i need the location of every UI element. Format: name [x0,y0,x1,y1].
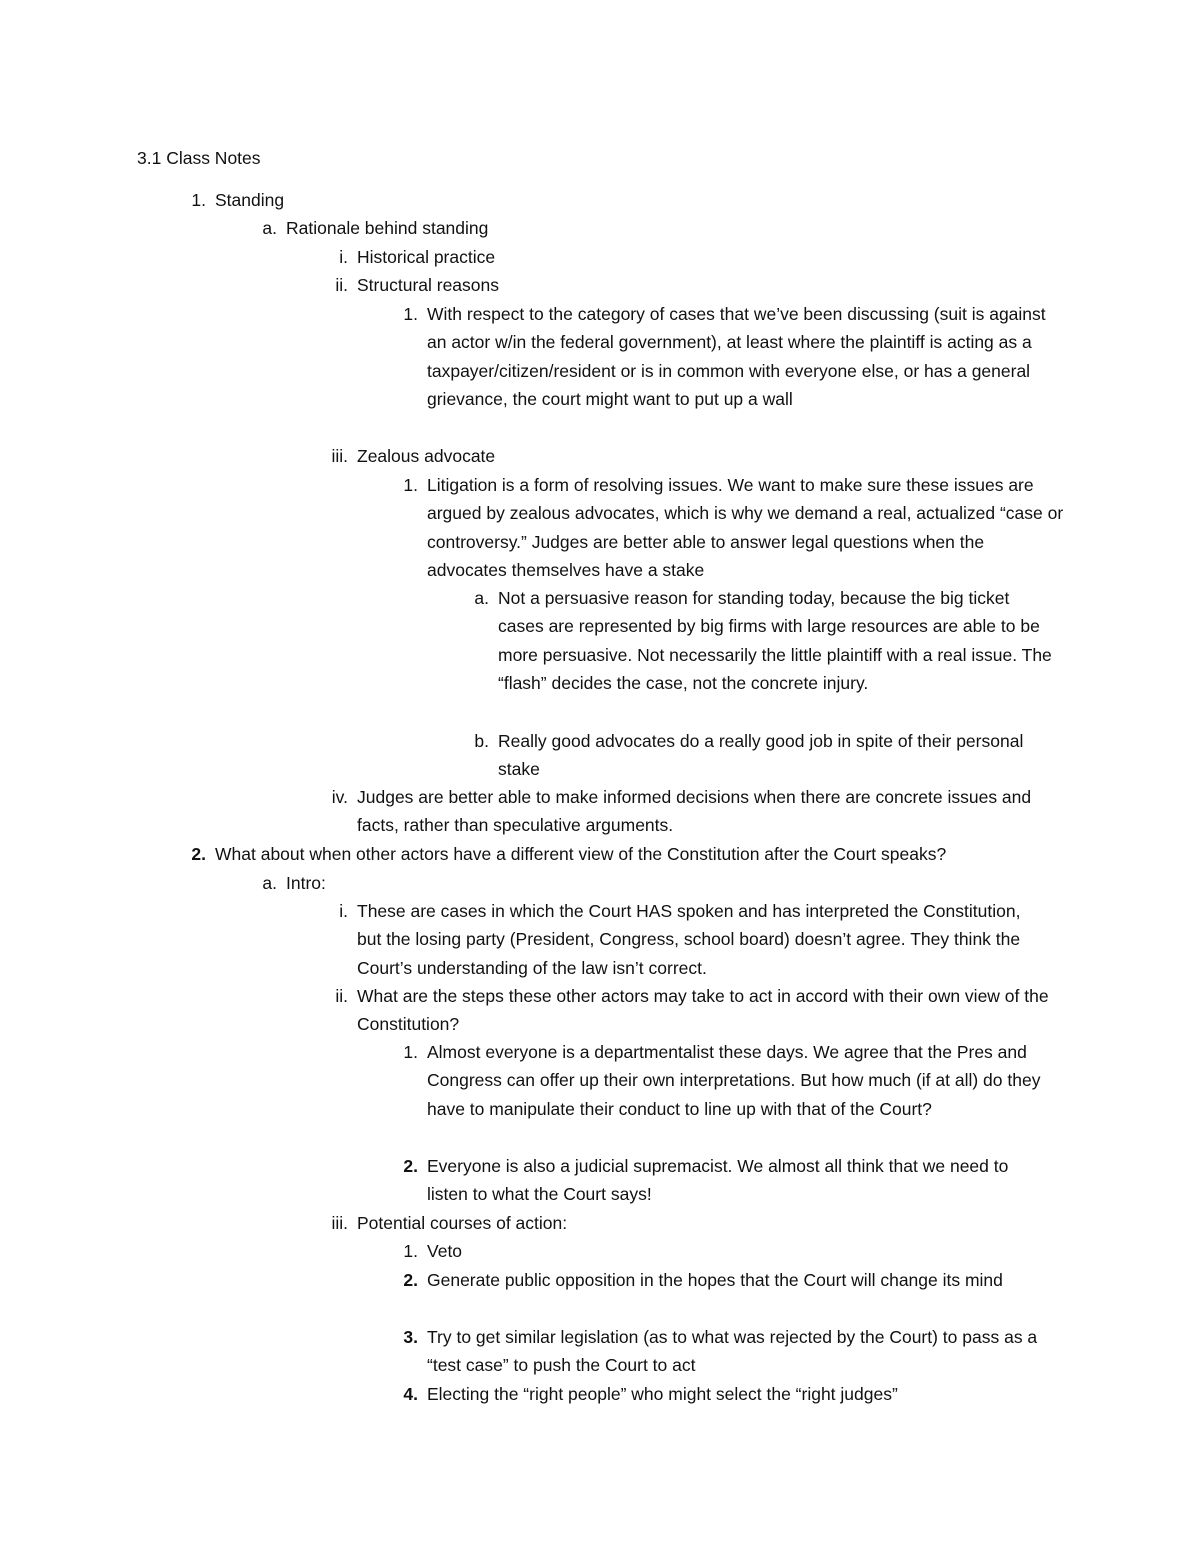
list-item [331,442,1057,470]
list-marker: a. [262,218,277,238]
list-text: Zealous advocate [357,446,496,466]
list-text: Almost everyone is a departmentalist these days. We agree that the Pres and Congress can offer up their own interpretations. But how much (if at all) do they have to manipulate their conduct to line up with that of the Court? [427,1042,1041,1119]
list-item [403,300,1062,414]
list-item [331,1209,1057,1237]
list-marker: 1. [403,304,418,324]
list-text: Historical practice [357,247,496,267]
list-marker: 2. [191,844,206,864]
list-item [339,243,1057,271]
list-marker: 1. [403,1241,418,1261]
list-text: Generate public opposition in the hopes that the Court will change its mind [427,1270,1003,1290]
list-item [403,1266,1052,1294]
list-marker: a. [474,588,489,608]
list-text: Really good advocates do a really good job in spite of their personal stake [498,731,1024,780]
list-item [403,1152,1027,1209]
list-marker: i. [339,247,348,267]
list-text: What about when other actors have a different view of the Constitution after the Court speaks? [215,844,947,864]
list-marker: 3. [403,1327,418,1347]
list-item [403,471,1067,585]
list-marker: 4. [403,1384,418,1404]
list-text: Rationale behind standing [286,218,489,238]
list-marker: 2. [403,1270,418,1290]
list-item [403,1380,1087,1408]
list-item [403,1038,1067,1123]
list-marker: 1. [403,1042,418,1062]
list-text: Veto [427,1241,463,1261]
list-text: What are the steps these other actors may take to act in accord with their own view of the Constitution? [357,986,1049,1035]
list-text: Electing the “right people” who might select the “right judges” [427,1384,898,1404]
list-marker: iii. [331,446,348,466]
list-text: Not a persuasive reason for standing today, because the big ticket cases are represented by big firms with large resources are able to be more persuasive. Not necessarily the little plaintiff with a real issue. The “flash” decides the case, not the concrete injury. [498,588,1052,694]
list-text: Litigation is a form of resolving issues. We want to make sure these issues are argued by zealous advocates, which is why we demand a real, actualized “case or controversy.” Judges are better able to answer legal questions when the advocates themselves have a stake [427,475,1064,581]
list-marker: b. [474,731,489,751]
list-text: Intro: [286,873,326,893]
list-text: Potential courses of action: [357,1213,568,1233]
list-item [474,727,1058,784]
list-item [403,1237,1067,1265]
list-item [335,982,1057,1039]
list-item [403,1323,1052,1380]
list-text: With respect to the category of cases that we’ve been discussing (suit is against an actor w/in the federal government), at least where the plaintiff is acting as a taxpayer/citizen/resident or is in common with everyone else, or has a general grievance, the court might want to put up a wall [427,304,1046,410]
list-marker: 2. [403,1156,418,1176]
list-text: Try to get similar legislation (as to what was rejected by the Court) to pass as a “test case” to push the Court to act [427,1327,1038,1376]
list-item [335,271,1057,299]
document-title: 3.1 Class Notes [137,148,261,168]
list-text: Everyone is also a judicial supremacist. We almost all think that we need to listen to what the Court says! [427,1156,1009,1205]
list-item [262,869,1086,897]
list-marker: 1. [191,190,206,210]
list-item [474,584,1058,698]
list-item [339,897,1047,982]
list-marker: a. [262,873,277,893]
list-item [191,186,1115,214]
list-text: Judges are better able to make informed decisions when there are concrete issues and facts, rather than speculative arguments. [357,787,1032,836]
list-text: Structural reasons [357,275,500,295]
list-marker: ii. [335,275,348,295]
list-marker: ii. [335,986,348,1006]
list-item [191,840,1115,868]
list-item [331,783,1037,840]
list-marker: i. [339,901,348,921]
list-marker: 1. [403,475,418,495]
list-text: These are cases in which the Court HAS spoken and has interpreted the Constitution, but the losing party (President, Congress, school board) doesn’t agree. They think the Court’s understanding of the law isn’t correct. [357,901,1021,978]
list-text: Standing [215,190,285,210]
list-marker: iv. [331,787,348,807]
list-marker: iii. [331,1213,348,1233]
list-item [262,214,1086,242]
